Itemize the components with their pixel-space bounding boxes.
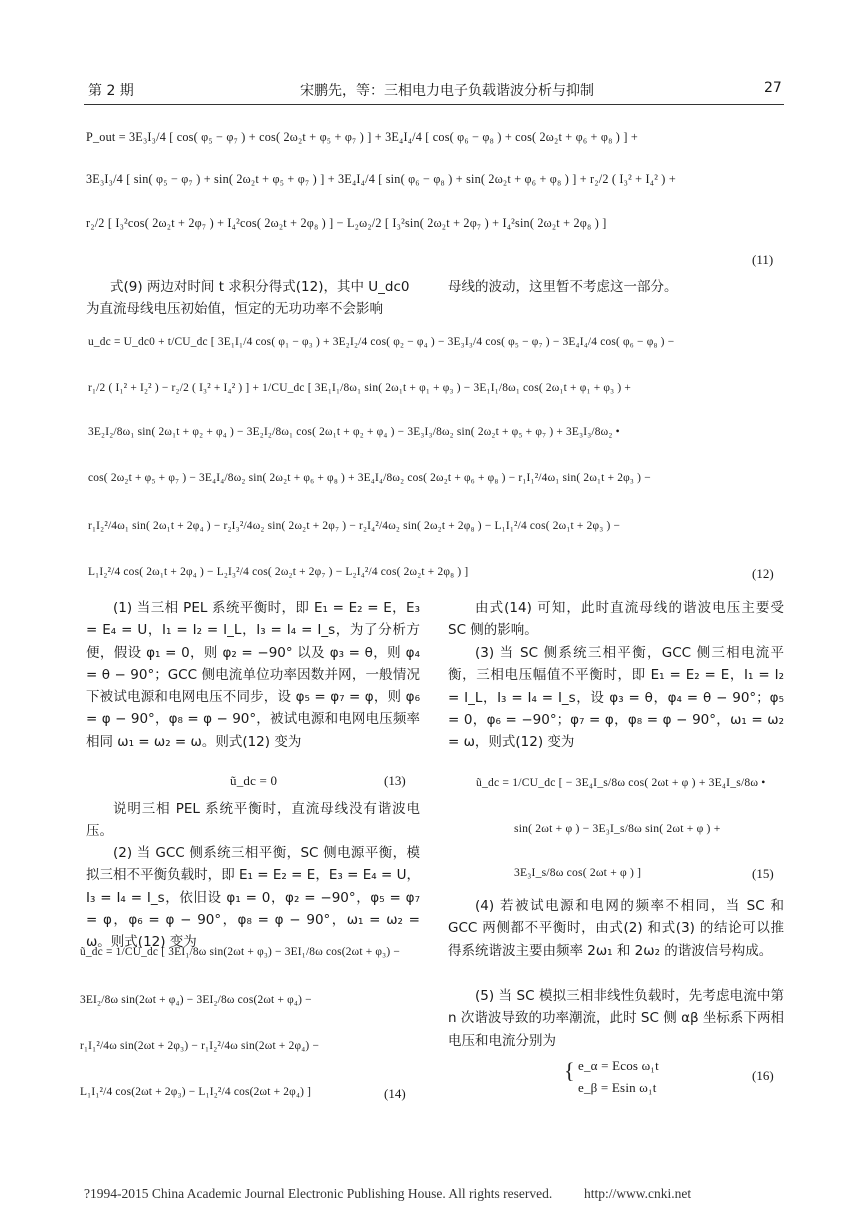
right-paragraph-1: 由式(14) 可知，此时直流母线的谐波电压主要受 SC 侧的影响。 bbox=[448, 600, 784, 639]
eq15-line: sin( 2ωt + φ ) − 3E₃I_s/8ω sin( 2ωt + φ ) + bbox=[514, 822, 721, 835]
eq11-number: (11) bbox=[752, 252, 774, 267]
right-paragraph-2: (3) 当 SC 侧系统三相平衡，GCC 侧三相电流平衡，三相电压幅值不平衡时，即 E₁ = E₂ = E，I₁ = I₂ = I_L，I₃ = I₄ = I_s，设 φ₃ = θ，φ₄ = θ − 90°；φ₅ = 0，φ₆ = −90°；φ₇ = φ，φ₈ = φ − 90°，ω₁ = ω₂ = ω，则式(12) 变为 bbox=[448, 645, 784, 751]
eq12-line: 3E₂I₂/8ω₁ sin( 2ω₁t + φ₂ + φ₄ ) − 3E₂I₂/8ω₁ cos( 2ω₁t + φ₂ + φ₄ ) − 3E₃I₃/8ω₂ sin( 2ω₂t + φ₅ + φ₇ ) + 3E₃I₃/8ω₂ • bbox=[88, 426, 620, 438]
running-title: 宋鹏先，等：三相电力电子负载谐波分析与抑制 bbox=[300, 83, 594, 99]
right-paragraph-4: (5) 当 SC 模拟三相非线性负载时，先考虑电流中第 n 次谐波导致的功率潮流，此时 SC 侧 αβ 坐标系下两相电压和电流分别为 bbox=[448, 988, 784, 1049]
eq14-line: ũ_dc = 1/CU_dc [ 3EI₁/8ω sin(2ωt + φ₃) − 3EI₁/8ω cos(2ωt + φ₃) − bbox=[80, 946, 401, 958]
eq12-line: L₁I₂²/4 cos( 2ω₁t + 2φ₄ ) − L₂I₃²/4 cos( 2ω₂t + 2φ₇ ) − L₂I₄²/4 cos( 2ω₂t + 2φ₈ ) ] bbox=[88, 566, 469, 578]
eq12-number: (12) bbox=[752, 566, 774, 581]
eq12-line: cos( 2ω₂t + φ₅ + φ₇ ) − 3E₄I₄/8ω₂ sin( 2ω₂t + φ₆ + φ₈ ) + 3E₄I₄/8ω₂ cos( 2ω₂t + φ₆ + φ₈ ) − r₁I₁²/4ω₁ sin( 2ω₁t + 2φ₃ ) − bbox=[88, 472, 651, 484]
eq16-line2: e_β = Esin ω₁t bbox=[578, 1080, 657, 1095]
right-paragraph-3: (4) 若被试电源和电网的频率不相同，当 SC 和 GCC 两侧都不平衡时，由式(2) 和式(3) 的结论可以推得系统谐波主要由频率 2ω₁ 和 2ω₂ 的谐波信号构成。 bbox=[448, 898, 784, 959]
eq14-number: (14) bbox=[384, 1086, 406, 1101]
left-paragraph-2: 说明三相 PEL 系统平衡时，直流母线没有谐波电压。 bbox=[86, 801, 420, 840]
eq16-brace: { bbox=[564, 1058, 575, 1083]
eq15-number: (15) bbox=[752, 866, 774, 881]
intro-left-line2: 为直流母线电压初始值，恒定的无功功率不会影响 bbox=[86, 301, 383, 317]
eq11-line1: P_out = 3E₃I₃/4 [ cos( φ₅ − φ₇ ) + cos( 2ω₂t + φ₅ + φ₇ ) ] + 3E₄I₄/4 [ cos( φ₆ − φ₈ ) + cos( 2ω₂t + φ₆ + φ₈ ) ] + bbox=[86, 130, 638, 144]
eq13: ũ_dc = 0 bbox=[230, 773, 278, 788]
eq16-line1: e_α = Ecos ω₁t bbox=[578, 1058, 659, 1073]
eq14-line: L₁I₁²/4 cos(2ωt + 2φ₃) − L₁I₂²/4 cos(2ωt + 2φ₄) ] bbox=[80, 1086, 312, 1098]
eq14-line: r₁I₁²/4ω sin(2ωt + 2φ₃) − r₁I₂²/4ω sin(2ωt + 2φ₄) − bbox=[80, 1040, 320, 1052]
intro-right-line: 母线的波动，这里暂不考虑这一部分。 bbox=[448, 279, 678, 295]
eq11-line2: 3E₃I₃/4 [ sin( φ₅ − φ₇ ) + sin( 2ω₂t + φ₅ + φ₇ ) ] + 3E₄I₄/4 [ sin( φ₆ − φ₈ ) + sin( 2ω₂t + φ₆ + φ₈ ) ] + r₂/2 ( I₃² + I₄² ) + bbox=[86, 172, 676, 186]
issue-label: 第 2 期 bbox=[88, 83, 134, 99]
eq13-number: (13) bbox=[384, 773, 406, 788]
eq14-line: 3EI₂/8ω sin(2ωt + φ₄) − 3EI₂/8ω cos(2ωt + φ₄) − bbox=[80, 994, 312, 1006]
intro-left-line1: 式(9) 两边对时间 t 求积分得式(12)，其中 U_dc0 bbox=[110, 279, 410, 295]
left-paragraph-3: (2) 当 GCC 侧系统三相平衡，SC 侧电源平衡，模拟三相不平衡负载时，即 E₁ = E₂ = E，E₃ = E₄ = U，I₃ = I₄ = I_s，依旧设 φ₁ = 0，φ₂ = −90°，φ₅ = φ₇ = φ，φ₆ = φ − 90°，φ₈ = φ − 90°，ω₁ = ω₂ = ω。则式(12) 变为 bbox=[86, 845, 420, 951]
footer-link[interactable]: http://www.cnki.net bbox=[584, 1186, 692, 1201]
eq16-number: (16) bbox=[752, 1068, 774, 1083]
page-number: 27 bbox=[764, 80, 782, 96]
eq12-line: u_dc = U_dc0 + t/CU_dc [ 3E₁I₁/4 cos( φ₁ − φ₃ ) + 3E₂I₂/4 cos( φ₂ − φ₄ ) − 3E₃I₃/4 cos( φ₅ − φ₇ ) − 3E₄I₄/4 cos( φ₆ − φ₈ ) − bbox=[88, 336, 675, 348]
left-paragraph-1: (1) 当三相 PEL 系统平衡时，即 E₁ = E₂ = E，E₃ = E₄ = U，I₁ = I₂ = I_L，I₃ = I₄ = I_s，为了分析方便，假设 φ₁ = 0，则 φ₂ = −90° 以及 φ₃ = θ，则 φ₄ = θ − 90°；GCC 侧电流单位功率因数并网，一般情况下被试电源和电网电压不同步，设 φ₅ = φ₇ = φ，则 φ₆ = φ − 90°，φ₈ = φ − 90°，被试电源和电网电压频率相同 ω₁ = ω₂ = ω。则式(12) 变为 bbox=[86, 600, 420, 750]
eq12-line: r₁/2 ( I₁² + I₂² ) − r₂/2 ( I₃² + I₄² ) ] + 1/CU_dc [ 3E₁I₁/8ω₁ sin( 2ω₁t + φ₁ + φ₃ ) − 3E₁I₁/8ω₁ cos( 2ω₁t + φ₁ + φ₃ ) + bbox=[88, 382, 632, 394]
eq11-line3: r₂/2 [ I₃²cos( 2ω₂t + 2φ₇ ) + I₄²cos( 2ω₂t + 2φ₈ ) ] − L₂ω₂/2 [ I₃²sin( 2ω₂t + 2φ₇ ) + I₄²sin( 2ω₂t + 2φ₈ ) ] bbox=[86, 216, 607, 230]
footer-copyright: ?1994-2015 China Academic Journal Electronic Publishing House. All rights reserved. bbox=[84, 1186, 553, 1201]
header-rule bbox=[84, 104, 784, 105]
eq15-line: 3E₃I_s/8ω cos( 2ωt + φ ) ] bbox=[514, 866, 642, 879]
eq12-line: r₁I₂²/4ω₁ sin( 2ω₁t + 2φ₄ ) − r₂I₃²/4ω₂ sin( 2ω₂t + 2φ₇ ) − r₂I₄²/4ω₂ sin( 2ω₂t + 2φ₈ ) − L₁I₁²/4 cos( 2ω₁t + 2φ₃ ) − bbox=[88, 520, 621, 532]
eq15-line: ũ_dc = 1/CU_dc [ − 3E₄I_s/8ω cos( 2ωt + φ ) + 3E₄I_s/8ω • bbox=[476, 776, 766, 789]
